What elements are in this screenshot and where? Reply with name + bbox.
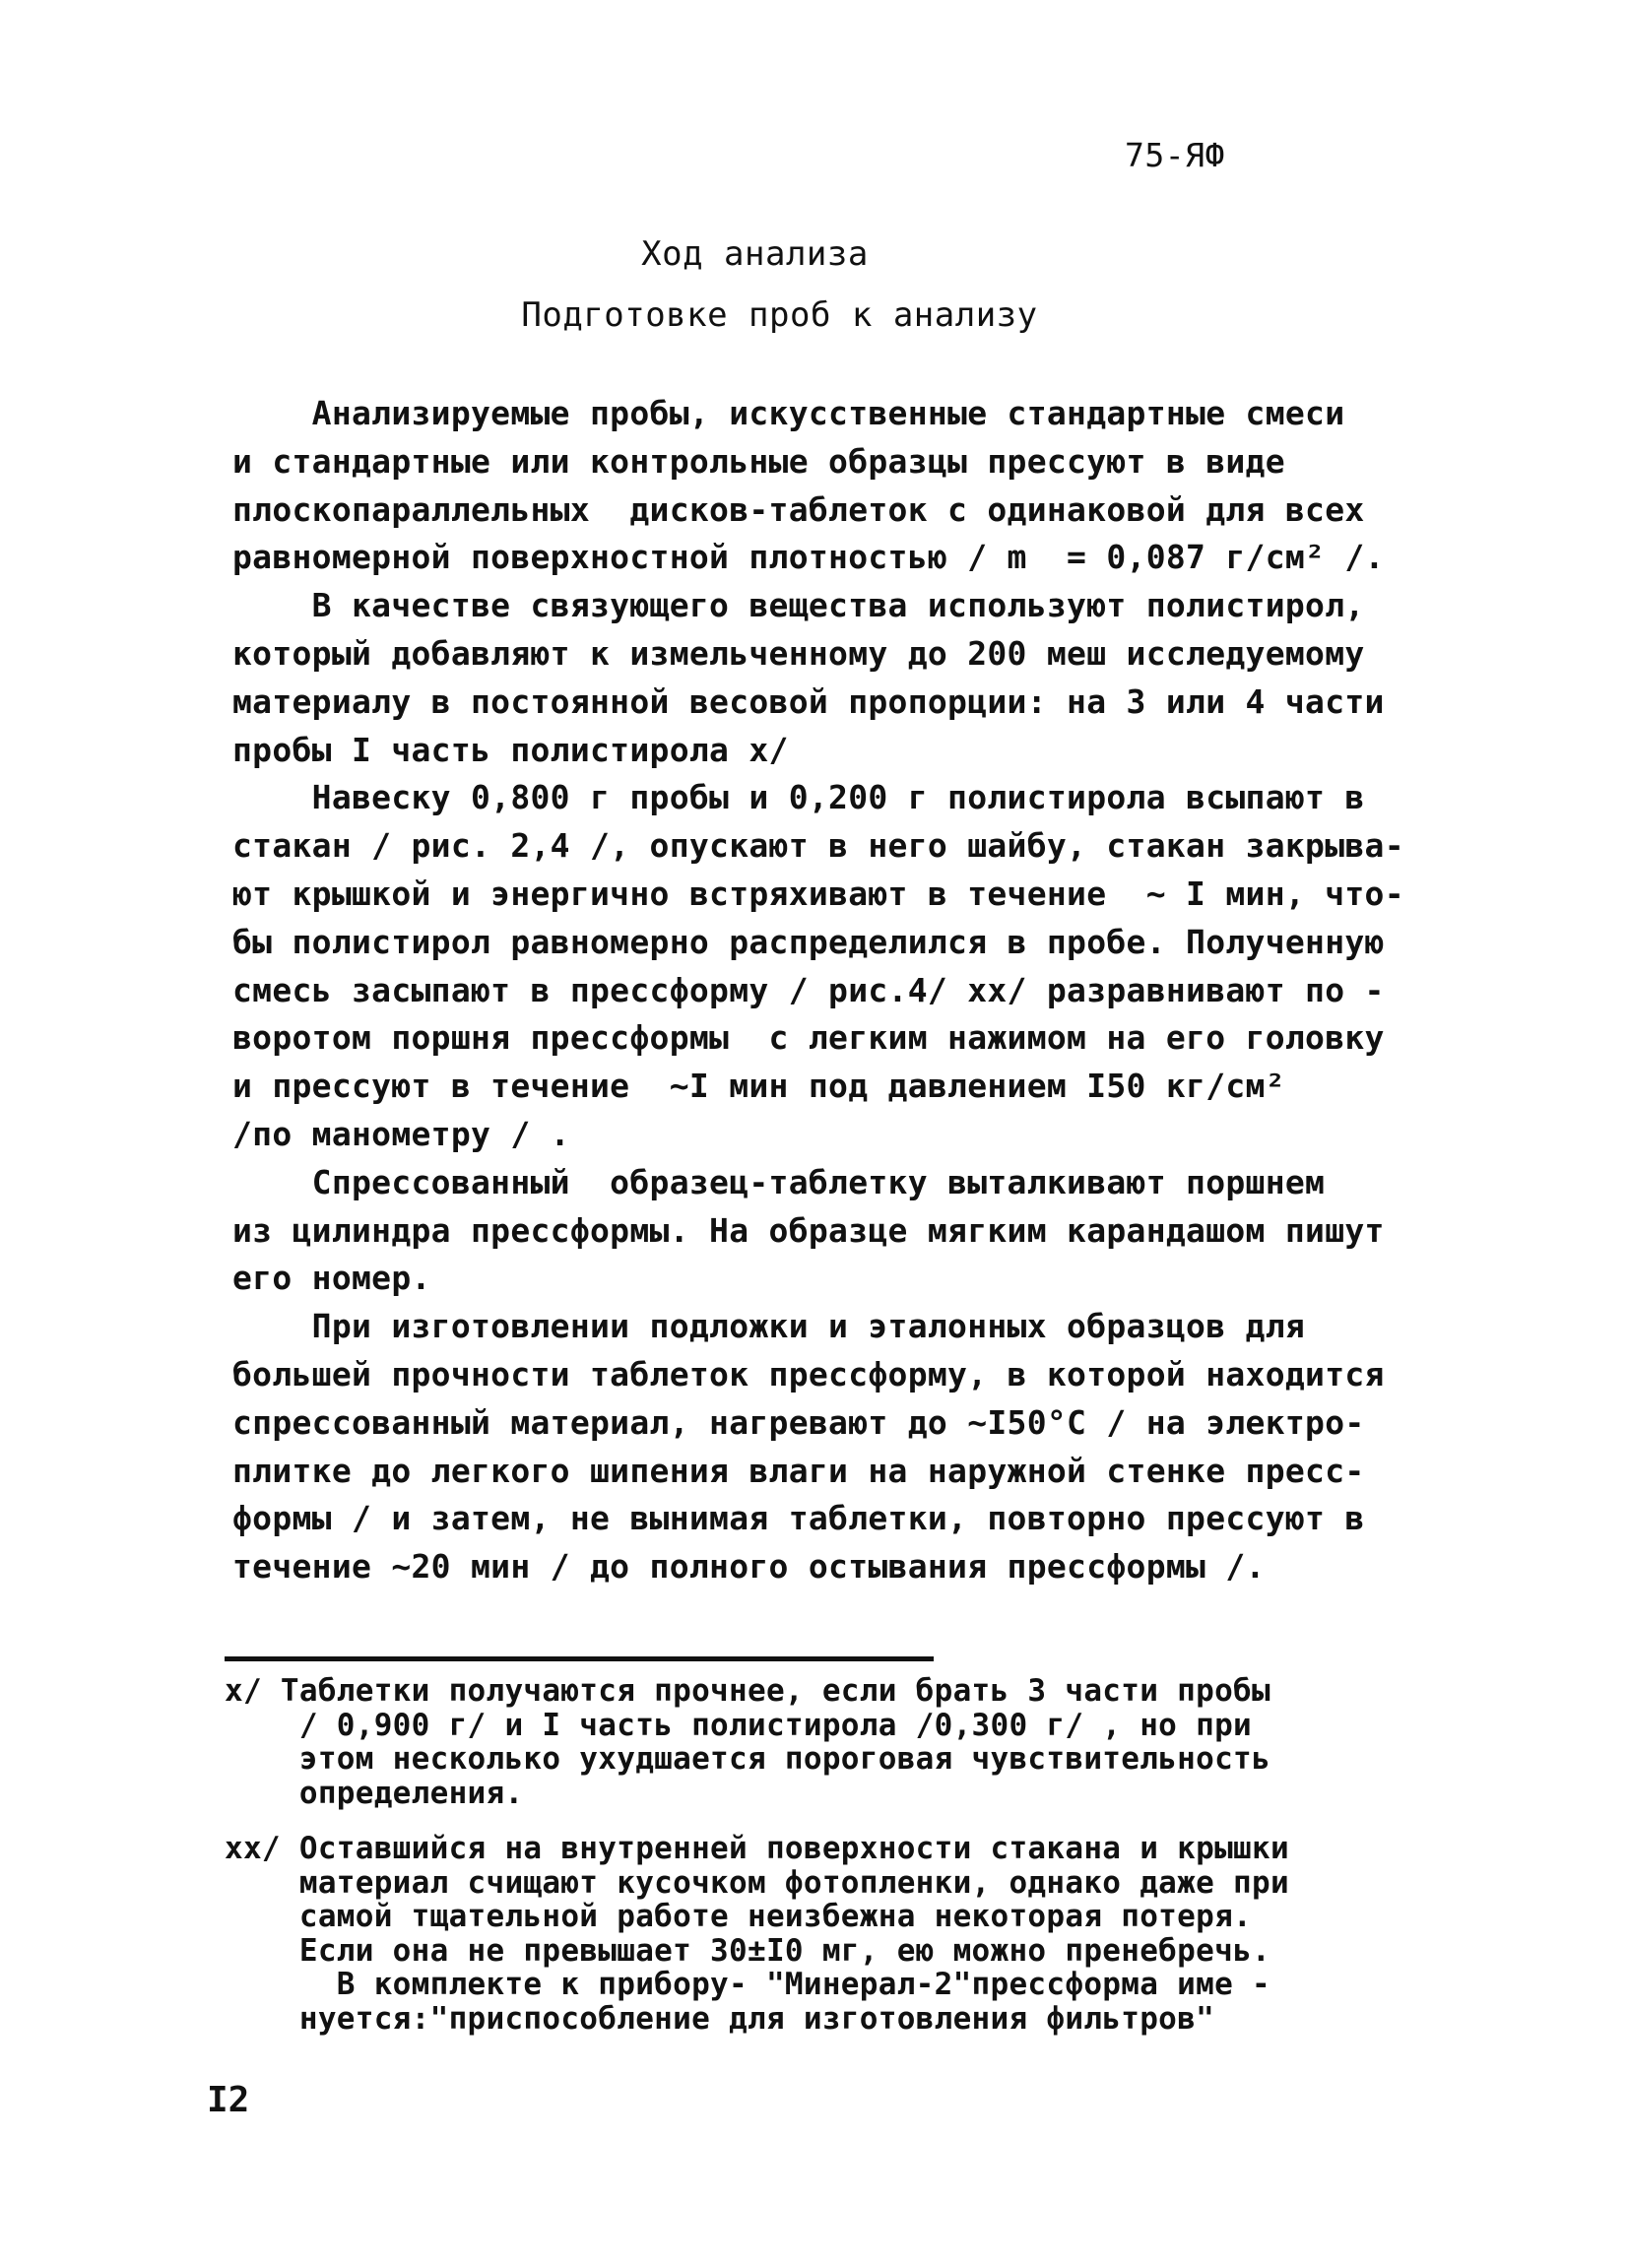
section-title: Ход анализа [641, 234, 869, 274]
footnote-line: Если она не превышает 30±I0 мг, ею можно пренебречь. [225, 1932, 1270, 1969]
body-line: плитке до легкого шипения влаги на наружной стенке пресс- [232, 1451, 1365, 1490]
footnote-line: хх/ Оставшийся на внутренней поверхности стакана и крышки [225, 1831, 1289, 1866]
footnotes [225, 1674, 1426, 2036]
body-line: спрессованный материал, нагревают до ~I50°С / на электро- [232, 1402, 1365, 1442]
footnote-line: определения. [225, 1775, 524, 1811]
body-line: течение ~20 мин / до полного остывания прессформы /. [232, 1547, 1266, 1587]
document-code: 75-ЯФ [1125, 136, 1225, 174]
body-line: Спрессованный образец-таблетку выталкивают поршнем [232, 1162, 1326, 1201]
body-line: бы полистирол равномерно распределился в пробе. Полученную [232, 922, 1385, 961]
body-line: равномерной поверхностной плотностью / m = 0,087 г/см² /. [232, 538, 1385, 577]
body-line: его номер. [232, 1259, 431, 1298]
body-line: стакан / рис. 2,4 /, опускают в него шайбу, стакан закрыва- [232, 826, 1404, 866]
body-line: В качестве связующего вещества используют полистирол, [232, 586, 1365, 625]
footnote-line: В комплекте к прибору- "Минерал-2"прессформа име - [225, 1967, 1270, 2002]
page-number: I2 [207, 2080, 250, 2120]
body-line: Навеску 0,800 г пробы и 0,200 г полистирола всыпают в [232, 778, 1365, 817]
body-line: и прессуют в течение ~I мин под давлением I50 кг/см² [232, 1067, 1285, 1106]
body-line: Анализируемые пробы, искусственные стандартные смеси [232, 394, 1345, 432]
footnote-line: х/ Таблетки получаются прочнее, если брать 3 части пробы [225, 1673, 1270, 1709]
body-line: большей прочности таблеток прессформу, в которой находится [232, 1354, 1385, 1393]
body-line: воротом поршня прессформы с легким нажимом на его головку [232, 1018, 1385, 1058]
body-line: плоскопараллельных дисков-таблеток с одинаковой для всех [232, 489, 1365, 529]
section-subtitle: Подготовке проб к анализу [521, 295, 1038, 335]
body-line: ют крышкой и энергично встряхивают в течение ~ I мин, что- [232, 874, 1404, 913]
footnote-line: самой тщательной работе неизбежна некоторая потеря. [225, 1899, 1252, 1934]
footnote-gap [225, 1810, 1426, 1832]
footnote-line: нуется:"приспособление для изготовления фильтров" [225, 2000, 1215, 2037]
footnote-line: этом несколько ухудшается пороговая чувствительность [225, 1741, 1270, 1777]
body-line: /по манометру / . [232, 1114, 570, 1153]
body-line: смесь засыпают в прессформу / рис.4/ хх/ разравнивают по - [232, 970, 1385, 1009]
body-line: и стандартные или контрольные образцы прессуют в виде [232, 441, 1285, 481]
body-text [232, 390, 1414, 1591]
footnote-line: / 0,900 г/ и I часть полистирола /0,300 г/ , но при [225, 1707, 1252, 1743]
body-line: пробы I часть полистирола х/ [232, 730, 789, 769]
body-line: При изготовлении подложки и эталонных образцов для [232, 1307, 1306, 1346]
body-line: формы / и затем, не вынимая таблетки, повторно прессуют в [232, 1499, 1365, 1538]
footnote-divider [225, 1656, 934, 1661]
body-line: из цилиндра прессформы. На образце мягким карандашом пишут [232, 1210, 1385, 1250]
body-line: материалу в постоянной весовой пропорции: на 3 или 4 части [232, 681, 1385, 721]
footnote-line: материал счищают кусочком фотопленки, однако даже при [225, 1864, 1289, 1901]
body-line: который добавляют к измельченному до 200 меш исследуемому [232, 633, 1365, 673]
